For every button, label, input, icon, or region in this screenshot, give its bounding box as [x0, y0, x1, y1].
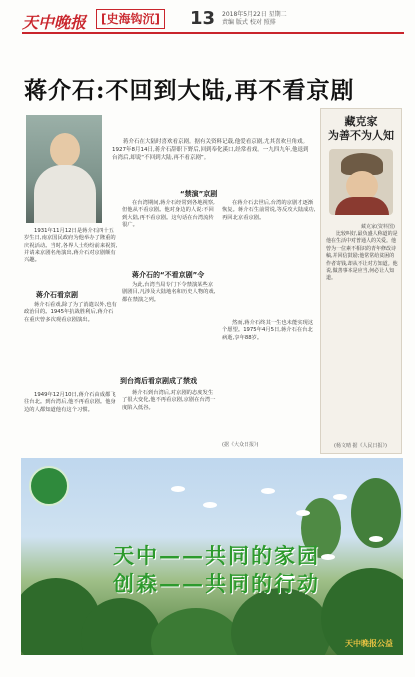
- portrait-coat: [335, 197, 389, 215]
- paper-name: 天中晚报: [22, 13, 87, 32]
- article-column-3b: [222, 320, 316, 342]
- subheading: 蒋介石看京剧: [36, 291, 78, 299]
- headline: 蒋介石:不回到大陆,再不看京剧: [24, 77, 355, 104]
- section-label: [史海钩沉]: [96, 9, 165, 29]
- egret-icon: [261, 488, 275, 494]
- sidebar-title-line1: 藏克家: [344, 115, 378, 128]
- sidebar-photo-credit: 藏克家(资料图): [361, 224, 395, 230]
- sidebar-title-line2: 为善不为人知: [328, 129, 394, 142]
- article-paragraph: 1931年11月12日是蒋介石四十五岁生日,南京国民政府为他举办了隆重的庆祝活动。当时,各界人士纷纷前来祝贺,并请来京剧名角演出,蒋介石对京剧颇有兴趣。: [24, 228, 118, 264]
- egret-icon: [171, 486, 185, 492]
- article-column-1: [24, 228, 118, 264]
- banner-slogan-2: 创森——共同的行动: [113, 571, 320, 596]
- egret-icon: [333, 494, 347, 500]
- public-service-banner: [21, 458, 403, 655]
- sidebar-text: 比较叫好,最负盛人称道的是他在生活中对普通人的关爱。他曾为一位素不相识的青年修改诗稿,并回信鼓励;他常常给贫困的作者寄钱,却从不让对方知道。他说,做善事本是应当,何必让人知道。: [326, 231, 398, 282]
- article-source: (据《大众日报》): [222, 442, 259, 448]
- article-column-2b: [122, 282, 216, 304]
- sidebar-portrait-photo: [329, 149, 393, 215]
- center-caption: “禁演”京剧: [180, 190, 218, 198]
- article-column-2c: [122, 390, 216, 412]
- tree-shape: [151, 608, 241, 655]
- subheading: 到台湾后看京剧成了禁戏: [120, 377, 197, 385]
- portrait-photo: [26, 115, 102, 223]
- date-line: 2018年5月22日 星期二: [222, 11, 287, 18]
- sidebar-source: (杨文晴 据《人民日报》): [334, 443, 387, 449]
- masthead: [22, 8, 404, 34]
- date-info: [222, 11, 352, 27]
- forest-city-emblem-icon: [29, 466, 69, 506]
- subheading: 蒋介石的“不看京剧”令: [132, 271, 205, 279]
- egret-icon: [296, 510, 310, 516]
- portrait-body: [34, 165, 96, 223]
- article-column-2: [122, 200, 216, 229]
- article-paragraph: 为此,台湾当局专门下令禁演某些京剧剧目,凡涉及大陆地名和历史人物的戏,都在禁演之列。: [122, 282, 216, 303]
- article-paragraph: 蒋介石看戏,除了为了消遣以外,也有政治目的。1945年抗战胜利后,蒋介石在重庆曾多次观看京剧演出。: [24, 302, 117, 323]
- article-paragraph: 在台湾期间,蒋介石经常到各地视察,但他从不看京剧。他对身边的人说:不回到大陆,再不看京剧。这句话在台湾流传很广。: [122, 200, 215, 228]
- tree-shape: [231, 588, 331, 655]
- portrait-head: [50, 133, 80, 167]
- article-column-3: [222, 200, 316, 222]
- sidebar-title: [321, 115, 401, 143]
- editors-line: 责编 版式 校对 照排: [222, 19, 276, 26]
- article-column-1b: [24, 302, 118, 324]
- article-paragraph: 1949年12月10日,蒋介石由成都飞往台北。到台湾后,他不再看京剧。他身边的人都知道他有这个习惯。: [24, 392, 116, 413]
- banner-slogan-1: 天中——共同的家园: [113, 543, 320, 568]
- egret-icon: [321, 554, 335, 560]
- sidebar-box: [320, 108, 402, 454]
- egret-icon: [369, 536, 383, 542]
- egret-icon: [203, 502, 217, 508]
- article-paragraph: 然而,蒋介石终其一生也未能实现这个愿望。1975年4月5日,蒋介石在台北病逝,享年88岁。: [222, 320, 314, 341]
- page-number: 13: [190, 8, 216, 29]
- article-paragraph: 蒋介石到台湾后,对京剧的态度发生了很大变化,他不再看京剧,京剧在台湾一度陷入低谷。: [122, 390, 216, 411]
- intro-paragraph: 蒋介石在大陆时喜欢看京剧。据有关资料记载,他爱看京剧,尤其喜欢旦角戏。1927年8月14日,蒋介石辞职下野后,回到奉化溪口,经常看戏。一九四九年,他退到台湾后,却说“不回到大陆,再不看京剧”。: [112, 139, 309, 161]
- article-paragraph: 在蒋介石去世后,台湾的京剧才逐渐恢复。蒋介石生前常说,等反攻大陆成功,再回北京看京剧。: [222, 200, 316, 221]
- article-column-1c: [24, 392, 118, 414]
- banner-credit: 天中晚报公益: [345, 639, 393, 648]
